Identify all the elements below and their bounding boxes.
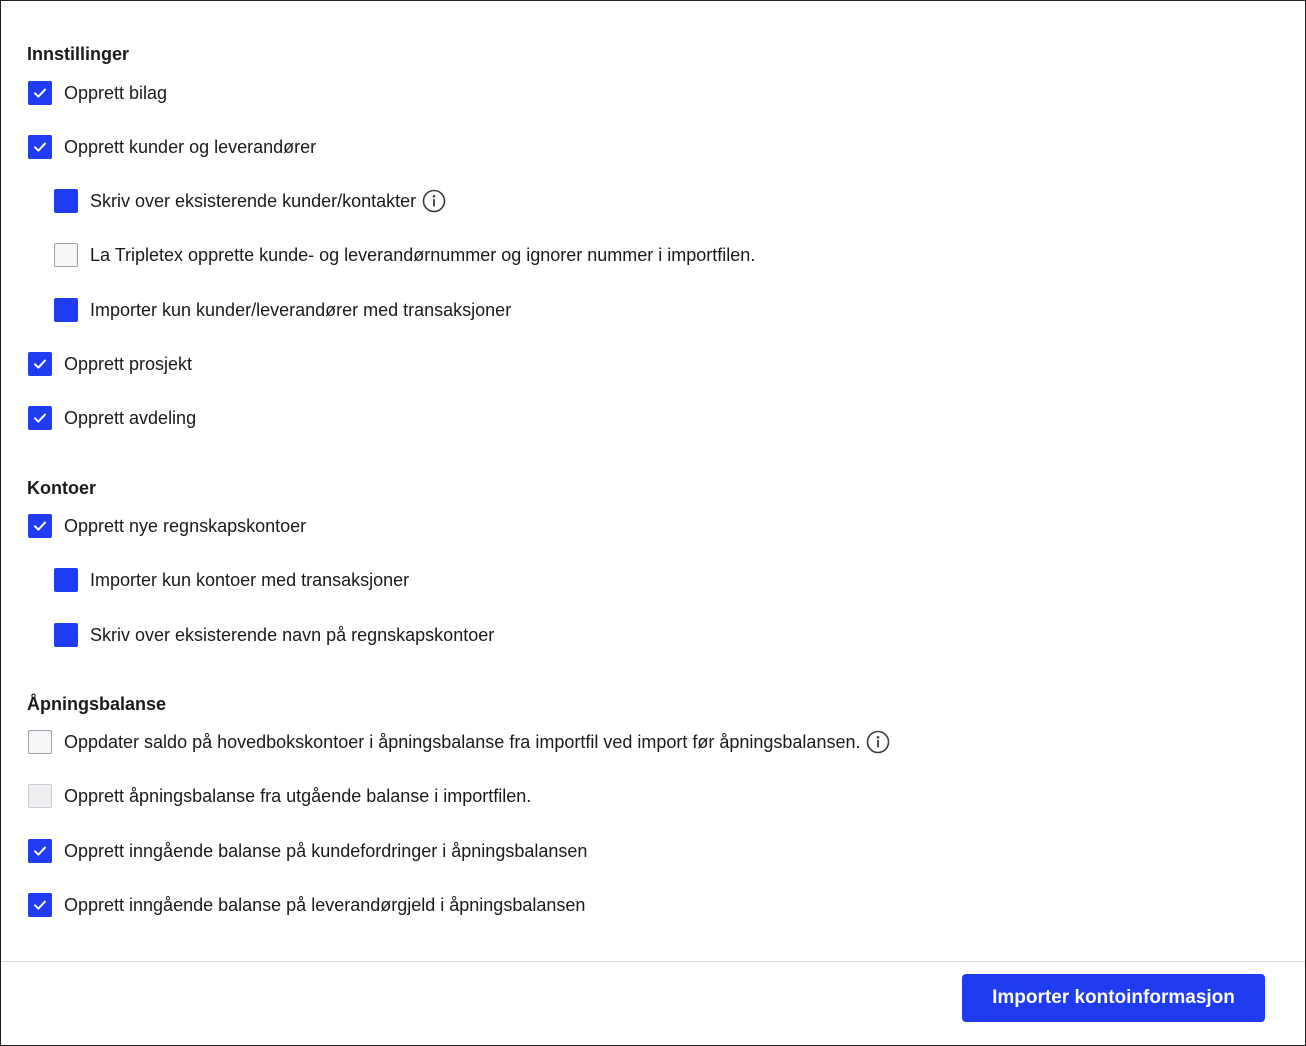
info-icon[interactable] xyxy=(422,189,446,213)
footer-divider xyxy=(1,961,1305,962)
create-vouchers-checkbox[interactable] xyxy=(28,81,52,105)
checkmark-icon xyxy=(32,85,48,101)
create-new-accounts-checkbox[interactable] xyxy=(28,514,52,538)
option-import-only-accounts-with-transactions[interactable] xyxy=(54,568,409,592)
create-customers-suppliers-checkbox[interactable] xyxy=(28,135,52,159)
import-account-info-button[interactable]: Importer kontoinformasjon xyxy=(962,974,1265,1022)
overwrite-customers-label: Skriv over eksisterende kunder/kontakter xyxy=(90,190,417,211)
option-opening-payables[interactable] xyxy=(28,893,585,917)
checkmark-icon xyxy=(32,410,48,426)
option-import-only-with-transactions[interactable] xyxy=(54,298,511,322)
option-update-ledger-balance[interactable] xyxy=(28,730,890,754)
option-create-vouchers[interactable] xyxy=(28,81,167,105)
update-ledger-balance-checkbox[interactable] xyxy=(28,730,52,754)
option-create-project[interactable] xyxy=(28,352,192,376)
create-project-label: Opprett prosjekt xyxy=(64,353,193,374)
opening-payables-checkbox[interactable] xyxy=(28,893,52,917)
settings-section-title: Innstillinger xyxy=(27,44,130,64)
create-department-label: Opprett avdeling xyxy=(64,407,197,428)
option-create-opening-from-closing xyxy=(28,784,531,808)
checkmark-icon xyxy=(32,139,48,155)
option-overwrite-account-names[interactable] xyxy=(54,623,494,647)
import-only-accounts-with-transactions-checkbox[interactable] xyxy=(54,568,78,592)
create-department-checkbox[interactable] xyxy=(28,406,52,430)
create-new-accounts-label: Opprett nye regnskapskontoer xyxy=(64,515,307,536)
import-only-with-transactions-checkbox[interactable] xyxy=(54,298,78,322)
accounts-section-title: Kontoer xyxy=(27,478,96,498)
checkmark-icon xyxy=(32,518,48,534)
option-create-department[interactable] xyxy=(28,406,196,430)
option-tripletex-numbers[interactable] xyxy=(54,243,755,267)
option-overwrite-customers[interactable] xyxy=(54,189,446,213)
overwrite-customers-checkbox[interactable] xyxy=(54,189,78,213)
overwrite-account-names-checkbox[interactable] xyxy=(54,623,78,647)
create-opening-from-closing-checkbox xyxy=(28,784,52,808)
create-project-checkbox[interactable] xyxy=(28,352,52,376)
opening-payables-label: Opprett inngående balanse på leverandørgjeld i åpningsbalansen xyxy=(64,894,586,915)
option-create-new-accounts[interactable] xyxy=(28,514,306,538)
opening-receivables-checkbox[interactable] xyxy=(28,839,52,863)
tripletex-numbers-checkbox[interactable] xyxy=(54,243,78,267)
opening-receivables-label: Opprett inngående balanse på kundefordringer i åpningsbalansen xyxy=(64,840,588,861)
checkmark-icon xyxy=(32,356,48,372)
tripletex-numbers-label: La Tripletex opprette kunde- og leverandørnummer og ignorer nummer i importfilen. xyxy=(90,244,756,265)
option-opening-receivables[interactable] xyxy=(28,839,587,863)
create-opening-from-closing-label: Opprett åpningsbalanse fra utgående balanse i importfilen. xyxy=(64,785,532,806)
overwrite-account-names-label: Skriv over eksisterende navn på regnskapskontoer xyxy=(90,624,495,645)
import-only-accounts-with-transactions-label: Importer kun kontoer med transaksjoner xyxy=(90,569,410,590)
checkmark-icon xyxy=(32,897,48,913)
create-vouchers-label: Opprett bilag xyxy=(64,82,168,103)
import-only-with-transactions-label: Importer kun kunder/leverandører med transaksjoner xyxy=(90,299,512,320)
opening-section-title: Åpningsbalanse xyxy=(27,694,167,714)
update-ledger-balance-label: Oppdater saldo på hovedbokskontoer i åpningsbalanse fra importfil ved import før åpningsbalansen. xyxy=(64,731,861,752)
info-icon[interactable] xyxy=(866,730,890,754)
option-create-customers-suppliers[interactable] xyxy=(28,135,316,159)
create-customers-suppliers-label: Opprett kunder og leverandører xyxy=(64,136,317,157)
checkmark-icon xyxy=(32,843,48,859)
